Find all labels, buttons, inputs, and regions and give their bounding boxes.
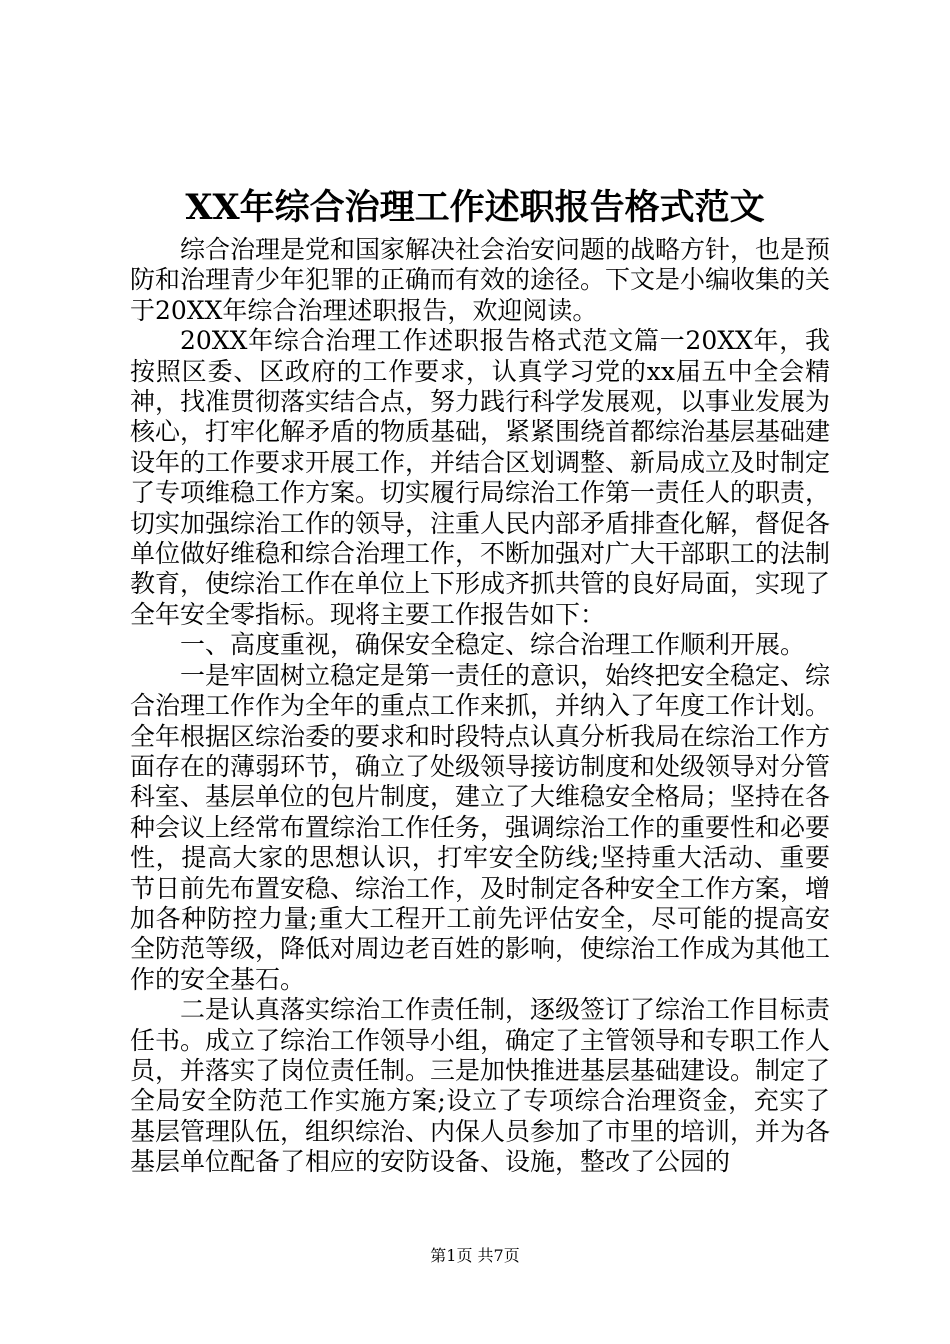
page-total: 共7页 [477, 1246, 520, 1265]
paragraph: 二是认真落实综治工作责任制，逐级签订了综治工作目标责任书。成立了综治工作领导小组，确定了主管领导和专职工作人员，并落实了岗位责任制。三是加快推进基层基础建设。制定了全局安全防范工作实施方案;设立了专项综合治理资金，充实了基层管理队伍，组织综治、内保人员参加了市里的培训，并为各基层单位配备了相应的安防设备、设施，整改了公园的 [130, 995, 831, 1177]
document-title: XX年综合治理工作述职报告格式范文 [185, 187, 765, 228]
paragraph: 综合治理是党和国家解决社会治安问题的战略方针，也是预防和治理青少年犯罪的正确而有效的途径。下文是小编收集的关于20XX年综合治理述职报告，欢迎阅读。 [130, 235, 831, 325]
paragraph: 一是牢固树立稳定是第一责任的意识，始终把安全稳定、综合治理工作作为全年的重点工作来抓，并纳入了年度工作计划。全年根据区综治委的要求和时段特点认真分析我局在综治工作方面存在的薄弱环节，确立了处级领导接访制度和处级领导对分管科室、基层单位的包片制度，建立了大维稳安全格局；坚持在各种会议上经常布置综治工作任务，强调综治工作的重要性和必要性，提高大家的思想认识，打牢安全防线;坚持重大活动、重要节日前先布置安稳、综治工作，及时制定各种安全工作方案，增加各种防控力量;重大工程开工前先评估安全，尽可能的提高安全防范等级，降低对周边老百姓的影响，使综治工作成为其他工作的安全基石。 [130, 660, 831, 994]
page-number: 第1页 [430, 1246, 473, 1265]
paragraph: 一、高度重视，确保安全稳定、综合治理工作顺利开展。 [180, 630, 806, 660]
page-footer [0, 1245, 950, 1267]
document-body [130, 235, 830, 1178]
paragraph: 20XX年综合治理工作述职报告格式范文篇一20XX年，我按照区委、区政府的工作要求，认真学习党的xx届五中全会精神，找准贯彻落实结合点，努力践行科学发展观，以事业发展为核心，打牢化解矛盾的物质基础，紧紧围绕首都综治基层基础建设年的工作要求开展工作，并结合区划调整、新局成立及时制定了专项维稳工作方案。切实履行局综治工作第一责任人的职责，切实加强综治工作的领导，注重人民内部矛盾排查化解，督促各单位做好维稳和综合治理工作，不断加强对广大干部职工的法制教育，使综治工作在单位上下形成齐抓共管的良好局面，实现了全年安全零指标。现将主要工作报告如下： [130, 326, 831, 629]
